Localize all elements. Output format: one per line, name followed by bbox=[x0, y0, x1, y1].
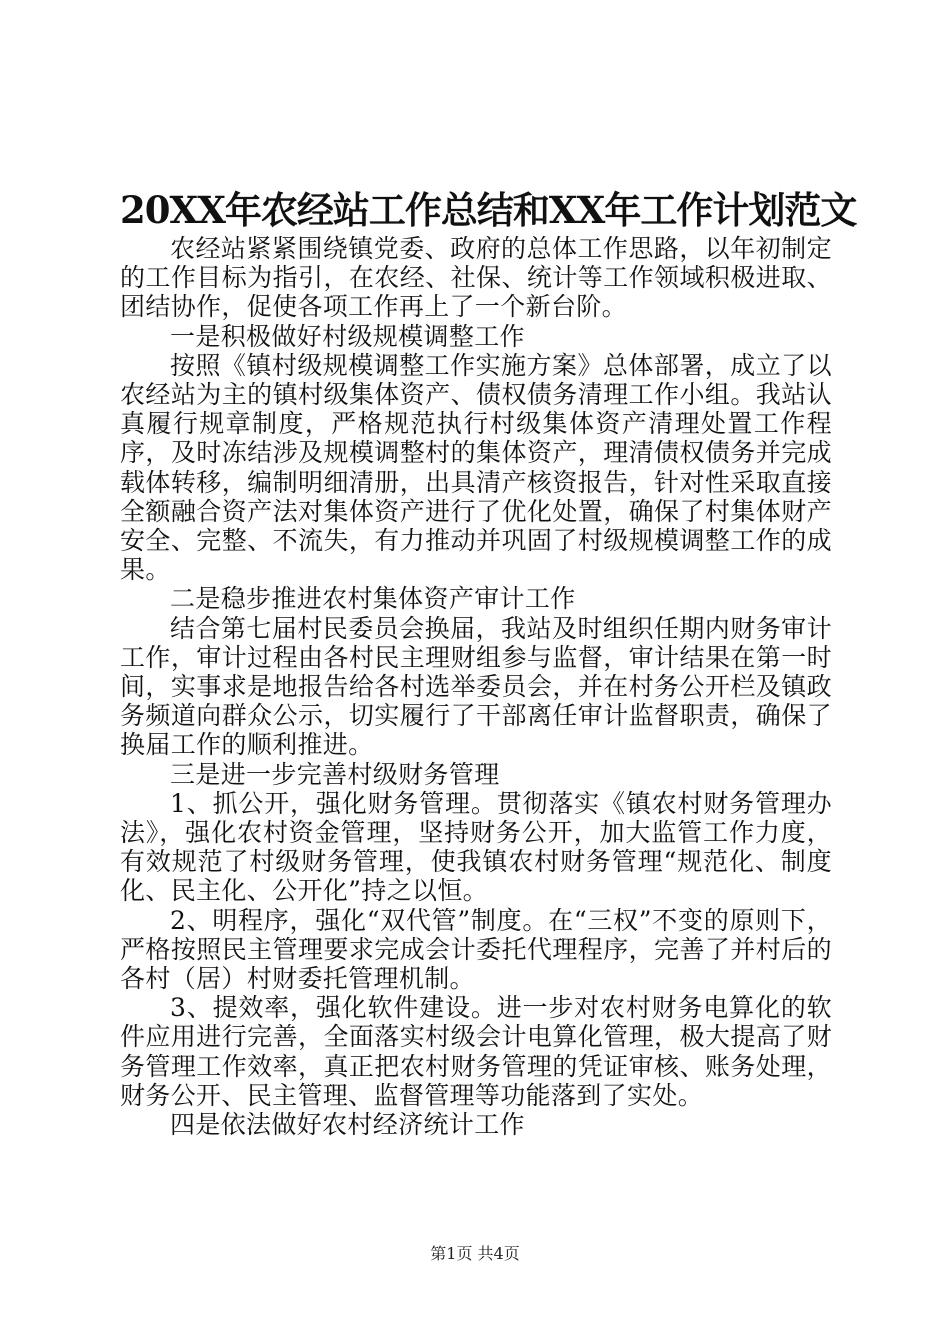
section-heading-1: 一是积极做好村级规模调整工作 bbox=[170, 321, 525, 351]
section-heading-2: 二是稳步推进农村集体资产审计工作 bbox=[170, 584, 576, 614]
paragraph-section-1: 按照《镇村级规模调整工作实施方案》总体部署，成立了以农经站为主的镇村级集体资产、债权债务清理工作小组。我站认真履行规章制度，严格规范执行村级集体资产清理处置工作程序，及时冻结涉及规模调整村的集体资产，理清债权债务并完成载体转移，编制明细清册，出具清产核资报告，针对性采取直接全额融合资产法对集体资产进行了优化处置，确保了村集体财产安全、完整、不流失，有力推动并巩固了村级规模调整工作的成果。 bbox=[120, 350, 832, 585]
paragraph-item-1: 1、抓公开，强化财务管理。贯彻落实《镇农村财务管理办法》，强化农村资金管理，坚持财务公开，加大监管工作力度，有效规范了村级财务管理，使我镇农村财务管理“规范化、制度化、民主化、公开化”持之以恒。 bbox=[120, 788, 832, 906]
paragraph-section-2: 结合第七届村民委员会换届，我站及时组织任期内财务审计工作，审计过程由各村民主理财组参与监督，审计结果在第一时间，实事求是地报告给各村选举委员会，并在村务公开栏及镇政务频道向群众公示，切实履行了干部离任审计监督职责，确保了换届工作的顺利推进。 bbox=[120, 613, 832, 760]
paragraph-item-2: 2、明程序，强化“双代管”制度。在“三权”不变的原则下，严格按照民主管理要求完成会计委托代理程序，完善了并村后的各村（居）村财委托管理机制。 bbox=[120, 905, 832, 994]
paragraph-intro: 农经站紧紧围绕镇党委、政府的总体工作思路，以年初制定的工作目标为指引，在农经、社保、统计等工作领域积极进取、团结协作，促使各项工作再上了一个新台阶。 bbox=[120, 234, 832, 322]
document-title: 20XX年农经站工作总结和XX年工作计划范文 bbox=[120, 188, 857, 232]
section-heading-4: 四是依法做好农村经济统计工作 bbox=[170, 1110, 525, 1140]
paragraph-item-3: 3、提效率，强化软件建设。进一步对农村财务电算化的软件应用进行完善，全面落实村级会计电算化管理，极大提高了财务管理工作效率，真正把农村财务管理的凭证审核、账务处理，财务公开、民主管理、监督管理等功能落到了实处。 bbox=[120, 993, 832, 1110]
page-footer: 第1页 共4页 bbox=[430, 1244, 520, 1263]
section-heading-3: 三是进一步完善村级财务管理 bbox=[170, 759, 500, 789]
document-body bbox=[120, 234, 832, 1139]
